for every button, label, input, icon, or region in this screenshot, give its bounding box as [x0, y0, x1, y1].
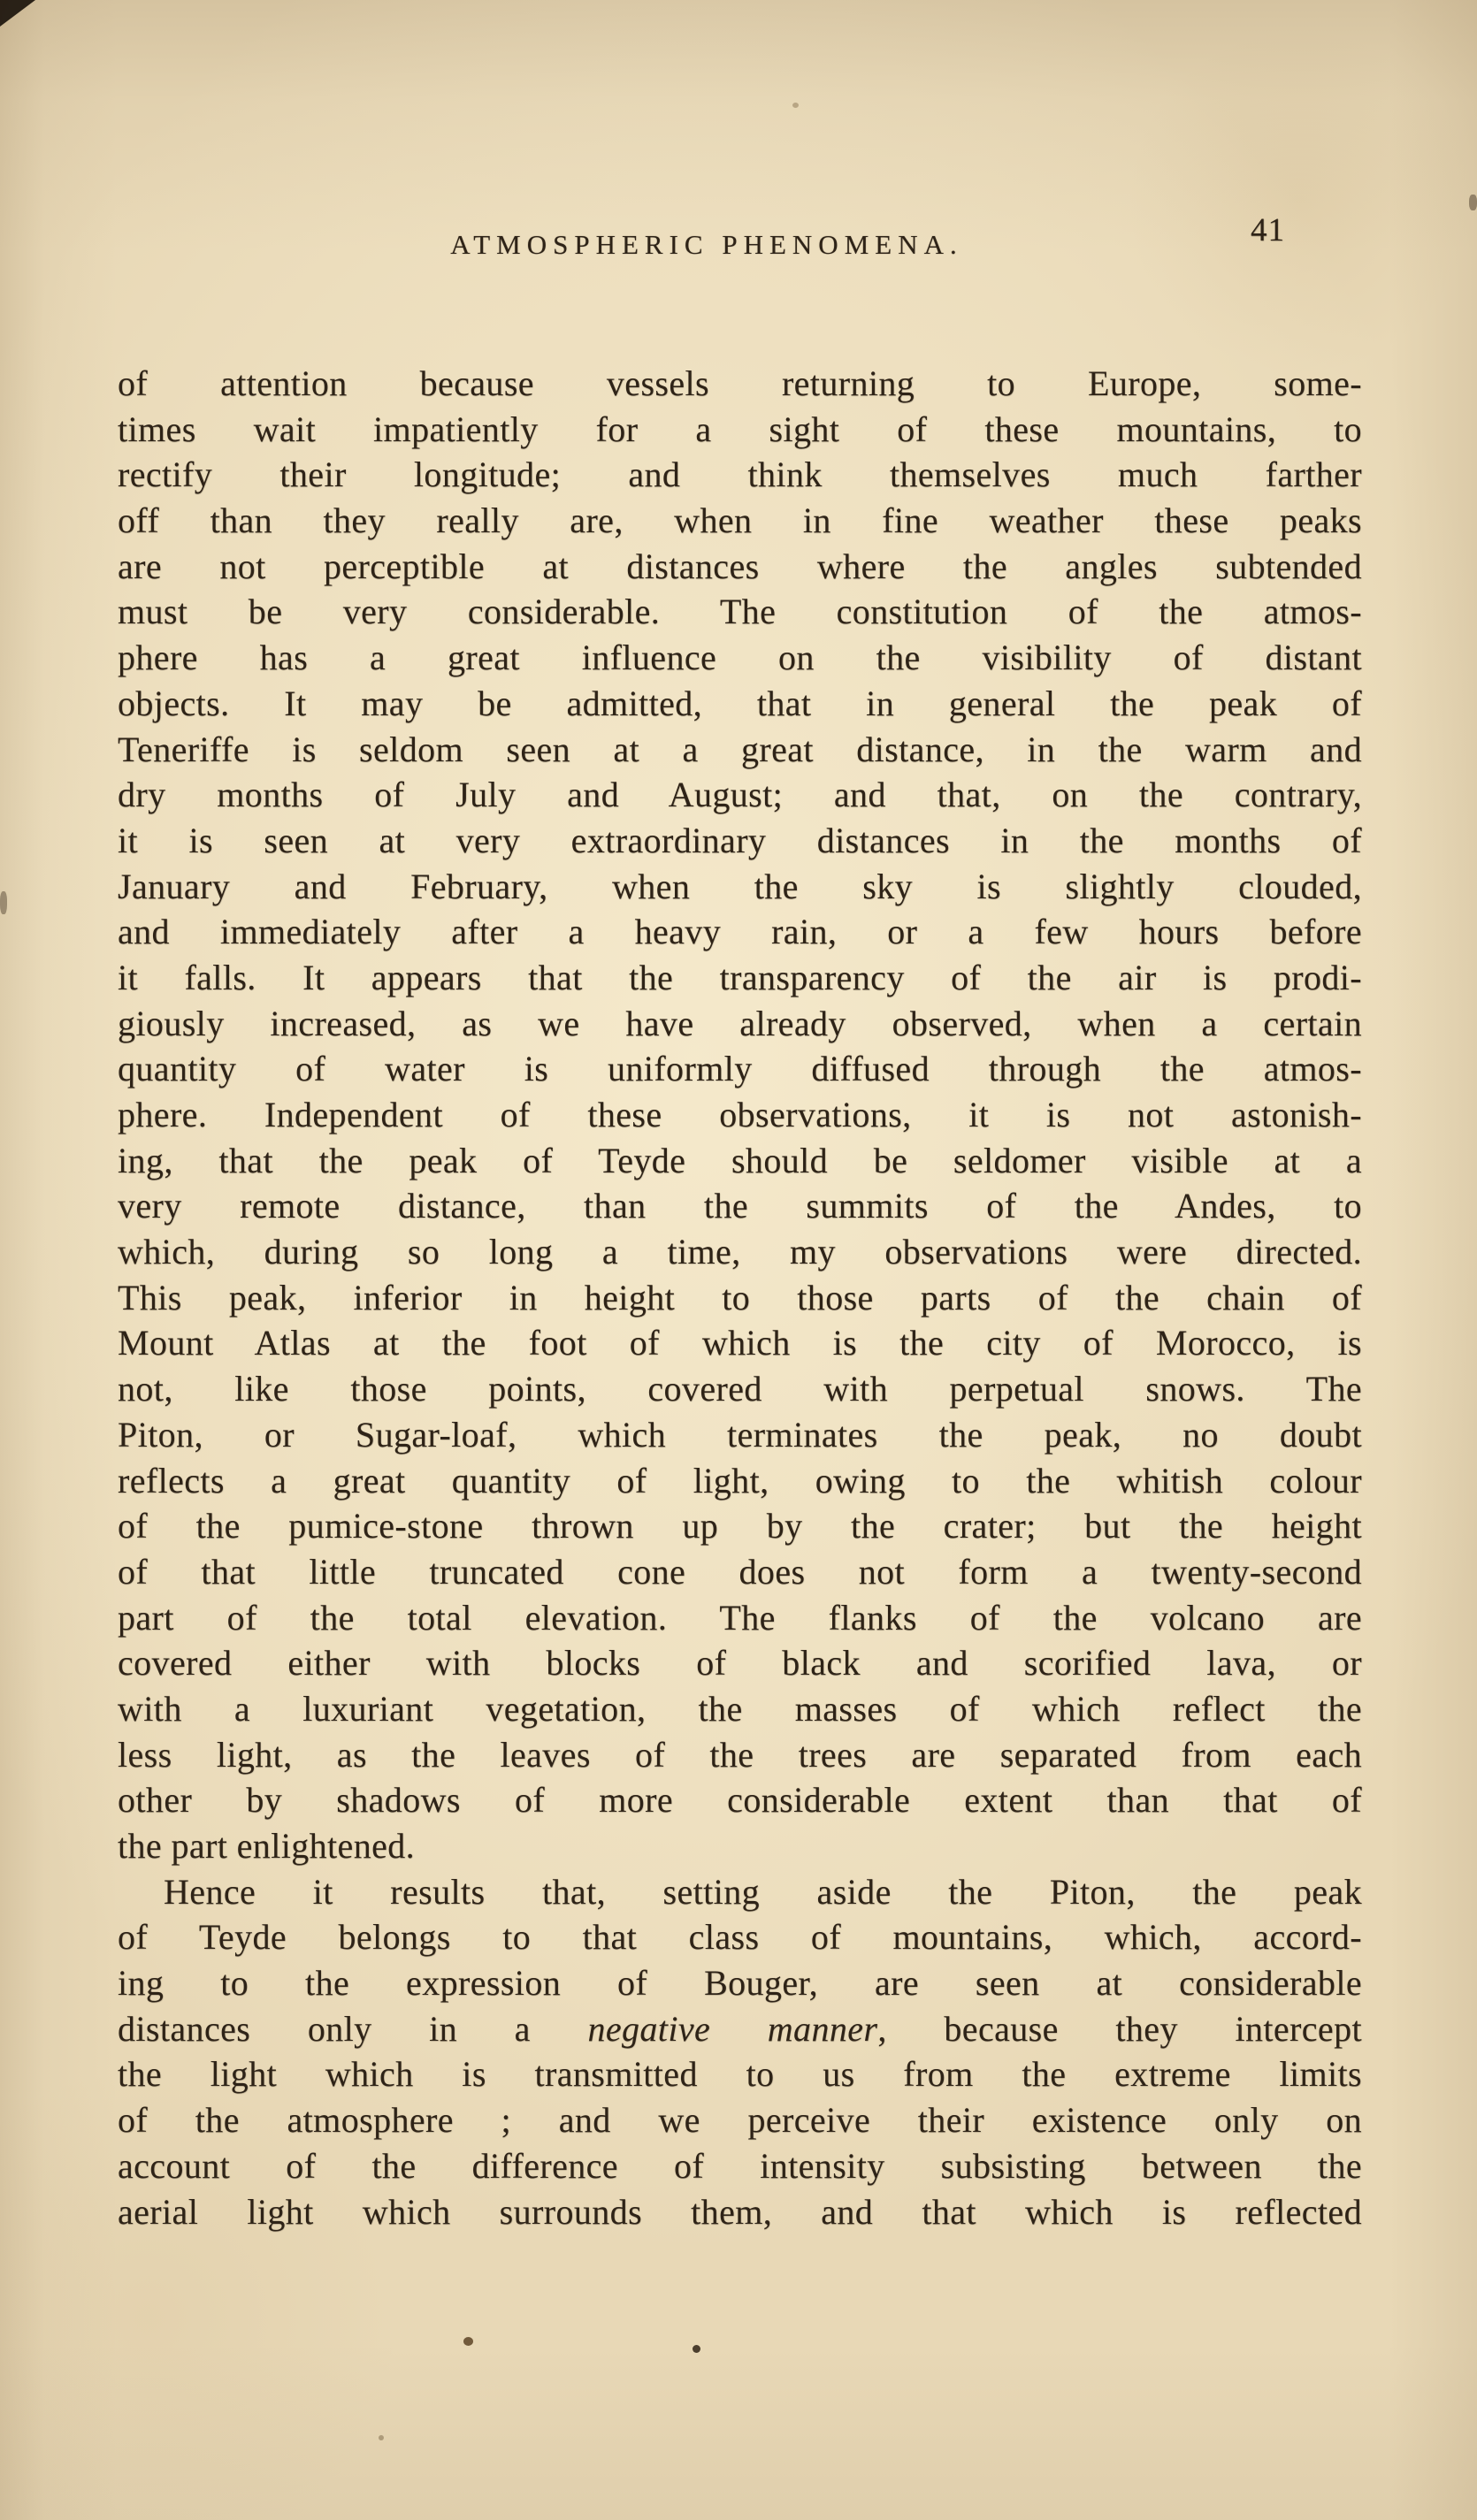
paper-speck [792, 103, 799, 108]
text-line [118, 1229, 1362, 1275]
text-segment: less light, as the leaves of the trees are separated from each [118, 1734, 1362, 1775]
text-segment: of attention because vessels returning to Europe, some- [118, 363, 1362, 403]
text-line [118, 1046, 1362, 1092]
text-segment: Piton, or Sugar-loaf, which terminates the peak, no doubt [118, 1414, 1362, 1455]
text-line [118, 1503, 1362, 1549]
text-line [118, 2006, 1362, 2052]
text-line [118, 1458, 1362, 1504]
text-segment: of that little truncated cone does not form a twenty-second [118, 1551, 1362, 1592]
text-line [118, 681, 1362, 727]
text-segment: of Teyde belongs to that class of mountains, which, accord- [118, 1917, 1362, 1958]
text-segment: must be very considerable. The constitution of the atmos- [118, 592, 1362, 632]
text-line [118, 1914, 1362, 1960]
text-segment: phere. Independent of these observations, it is not astonish- [118, 1095, 1362, 1134]
text-segment: times wait impatiently for a sight of these mountains, to [118, 409, 1362, 449]
text-line [118, 1640, 1362, 1686]
text-segment: This peak, inferior in height to those parts of the chain of [118, 1277, 1362, 1317]
text-segment: very remote distance, than the summits of the Andes, to [118, 1186, 1362, 1226]
text-line [118, 1275, 1362, 1321]
text-segment: Teneriffe is seldom seen at a great distance, in the warm and [118, 729, 1362, 769]
text-line [118, 1869, 1362, 1915]
paper-speck [0, 891, 7, 914]
text-segment: ing, that the peak of Teyde should be seldomer visible at a [118, 1140, 1362, 1180]
text-segment: off than they really are, when in fine weather these peaks [118, 500, 1362, 541]
text-line [118, 544, 1362, 590]
text-segment: with a luxuriant vegetation, the masses of which reflect the [118, 1688, 1362, 1729]
text-line [118, 361, 1362, 407]
body-text [118, 361, 1362, 2234]
text-line [118, 1960, 1362, 2006]
text-segment: of the pumice-stone thrown up by the crater; but the height [118, 1506, 1362, 1546]
text-segment: distances only in a [118, 2008, 588, 2049]
text-segment: rectify their longitude; and think themselves much farther [118, 454, 1362, 495]
text-line [118, 635, 1362, 681]
text-segment: dry months of July and August; and that, on the contrary, [118, 775, 1362, 815]
paper-speck [379, 2435, 384, 2440]
text-segment: not, like those points, covered with perpetual snows. The [118, 1369, 1362, 1409]
text-segment: phere has a great influence on the visibility of distant [118, 638, 1362, 678]
text-line [118, 2051, 1362, 2097]
text-line [118, 1686, 1362, 1732]
text-segment: account of the difference of intensity subsisting between the [118, 2145, 1362, 2186]
text-line [118, 2189, 1362, 2235]
text-segment: the light which is transmitted to us from the extreme limits [118, 2054, 1362, 2095]
text-segment: January and February, when the sky is slightly clouded, [118, 866, 1362, 906]
text-segment: Mount Atlas at the foot of which is the city of Morocco, is [118, 1323, 1362, 1363]
text-line [118, 818, 1362, 864]
running-header: ATMOSPHERIC PHENOMENA. [450, 229, 963, 260]
paper-speck [693, 2345, 700, 2353]
text-line [118, 1732, 1362, 1778]
paper-speck [1469, 195, 1477, 210]
text-segment: which, during so long a time, my observations were directed. [118, 1232, 1362, 1272]
text-line [118, 1320, 1362, 1366]
text-line [118, 864, 1362, 910]
text-line [118, 407, 1362, 453]
text-segment: reflects a great quantity of light, owing to the whitish colour [118, 1460, 1362, 1501]
text-line [118, 1595, 1362, 1641]
text-line [118, 772, 1362, 818]
text-segment: of the atmosphere ; and we perceive their existence only on [118, 2100, 1362, 2141]
text-line [118, 727, 1362, 773]
scan-corner-artifact [0, 0, 35, 27]
text-line [118, 2097, 1362, 2143]
text-line [118, 1412, 1362, 1458]
text-line [118, 909, 1362, 955]
text-line [118, 1138, 1362, 1184]
text-line [118, 1183, 1362, 1229]
text-line [118, 1777, 1362, 1823]
text-segment: are not perceptible at distances where the angles subtended [118, 546, 1362, 586]
text-line [118, 1001, 1362, 1047]
paper-speck [463, 2337, 473, 2346]
text-line [118, 589, 1362, 635]
text-line [118, 452, 1362, 498]
text-segment: aerial light which surrounds them, and that which is reflected [118, 2191, 1362, 2232]
text-segment: objects. It may be admitted, that in general the peak of [118, 683, 1362, 723]
text-segment: quantity of water is uniformly diffused through the atmos- [118, 1049, 1362, 1089]
text-line [118, 1366, 1362, 1412]
text-line [118, 1549, 1362, 1595]
text-segment: covered either with blocks of black and scorified lava, or [118, 1643, 1362, 1684]
text-segment: Hence it results that, setting aside the Piton, the peak [164, 1871, 1362, 1912]
text-line [118, 498, 1362, 544]
text-segment: and immediately after a heavy rain, or a few hours before [118, 912, 1362, 952]
text-line [118, 2143, 1362, 2189]
page-number: 41 [1251, 212, 1285, 248]
text-segment: giously increased, as we have already observed, when a certain [118, 1003, 1362, 1043]
text-segment: other by shadows of more considerable extent than that of [118, 1780, 1362, 1821]
text-segment: ing to the expression of Bouger, are seen at considerable [118, 1963, 1362, 2004]
text-segment: , because they intercept [877, 2008, 1362, 2049]
text-segment: part of the total elevation. The flanks of the volcano are [118, 1597, 1362, 1638]
text-segment: it is seen at very extraordinary distances in the months of [118, 820, 1362, 860]
text-segment: the part enlightened. [118, 1826, 416, 1866]
text-segment: it falls. It appears that the transparency of the air is prodi- [118, 957, 1362, 997]
italic-phrase: negative manner [587, 2008, 878, 2049]
text-line [118, 1092, 1362, 1138]
text-line [118, 1823, 1362, 1869]
text-line [118, 955, 1362, 1001]
